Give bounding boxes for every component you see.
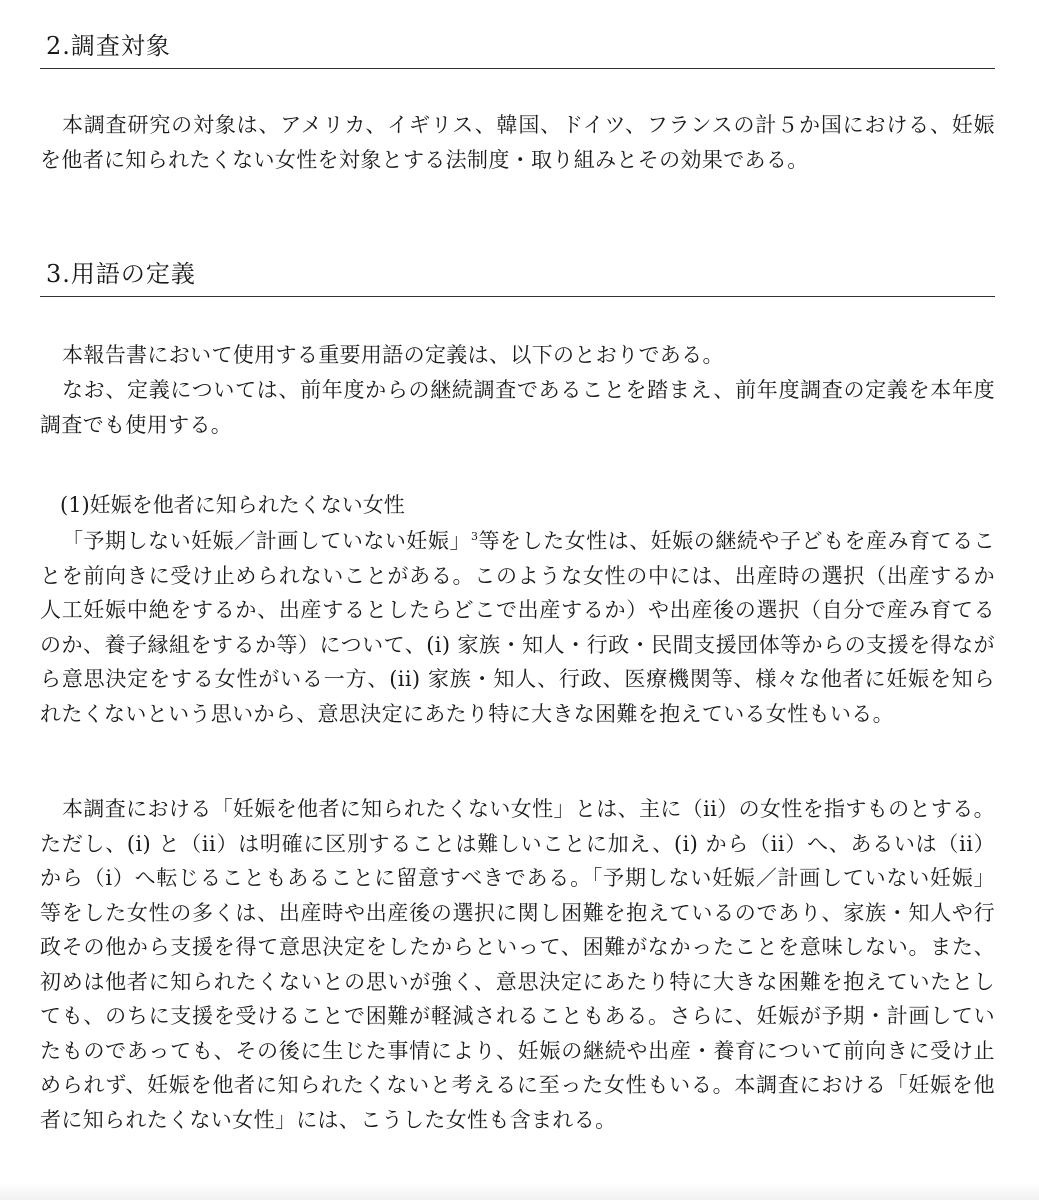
subsection-1-paragraph-2: 本調査における「妊娠を他者に知られたくない女性」とは、主に（ii）の女性を指すものとする。ただし、(i) と（ii）は明確に区別することは難しいことに加え、(i) から（ii）へ、あるいは（ii）から（i）へ転じることもあることに留意すべきである。「予期しない妊娠／計画していない妊娠」等をした女性の多くは、出産時や出産後の選択に関し困難を抱えているのであり、家族・知人や行政その他から支援を得て意思決定をしたからといって、困難がなかったことを意味しない。また、初めは他者に知られたくないとの思いが強く、意思決定にあたり特に大きな困難を抱えていたとしても、のちに支援を受けることで困難が軽減されることもある。さらに、妊娠が予期・計画していたものであっても、その後に生じた事情により、妊娠の継続や出産・養育について前向きに受け止められず、妊娠を他者に知られたくないと考えるに至った女性もいる。本調査における「妊娠を他者に知られたくない女性」には、こうした女性も含まれる。 bbox=[40, 797, 995, 1132]
paragraph-1-part-1: 「予期しない妊娠／計画していない妊娠」 bbox=[62, 529, 471, 553]
subsection-1-paragraph-1 bbox=[40, 524, 995, 731]
page-bottom-shade bbox=[0, 1182, 1039, 1200]
section-3-intro-2: なお、定義については、前年度からの継続調査であることを踏まえ、前年度調査の定義を本年度調査でも使用する。 bbox=[40, 378, 995, 437]
section-2-heading: 2.調査対象 bbox=[40, 30, 995, 69]
paragraph-1-part-2: 等をした女性は、妊娠の継続や子どもを産み育てることを前向きに受け止められないことがある。このような女性の中には、出産時の選択（出産するか人工妊娠中絶をするか、出産するとしたらどこで出産するか）や出産後の選択（自分で産み育てるのか、養子縁組をするか等）について、(i) 家族・知人・行政・民間支援団体等からの支援を得ながら意思決定をする女性がいる一方、(ii) 家族・知人、行政、医療機関等、様々な他者に妊娠を知られたくないという思いから、意思決定にあたり特に大きな困難を抱えている女性もいる。 bbox=[40, 529, 995, 726]
section-3-heading: 3.用語の定義 bbox=[40, 258, 995, 297]
section-2-body: 本調査研究の対象は、アメリカ、イギリス、韓国、ドイツ、フランスの計５か国における、妊娠を他者に知られたくない女性を対象とする法制度・取り組みとその効果である。 bbox=[40, 113, 995, 172]
subsection-1-heading: (1)妊娠を他者に知られたくない女性 bbox=[60, 493, 405, 517]
footnote-marker: 3 bbox=[471, 530, 479, 543]
section-3-intro-1: 本報告書において使用する重要用語の定義は、以下のとおりである。 bbox=[62, 343, 724, 367]
